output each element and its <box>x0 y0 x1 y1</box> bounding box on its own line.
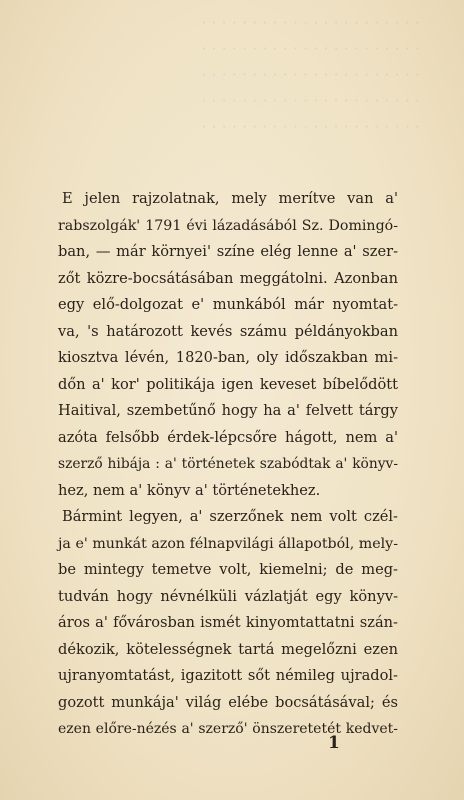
show-through-text: · · · · · · · · · · · · · · · · · · · · · · · · · · · · · · · · · · · · · · · · · · · · · · · · · · · · · · · · · · · · · · · · · · · · · · · · · · · · · · · · · · · · · · · · · · · · · · · · · · · · · · · · · · · · · · <box>201 13 420 136</box>
text-line: kiosztva lévén, 1820-ban, oly időszakban mi- <box>58 349 398 366</box>
text-line: dőn a' kor' politikája igen keveset bíbelődött <box>58 375 398 393</box>
text-line: E jelen rajzolatnak, mely merítve van a' <box>62 190 398 207</box>
body-text <box>58 186 398 743</box>
text-line: azóta felsőbb érdek-lépcsőre hágott, nem a' <box>58 428 398 446</box>
text-line: hez, nem a' könyv a' történetekhez. <box>58 481 321 499</box>
text-line: Haitival, szembetűnő hogy ha a' felvett tárgy <box>58 402 398 419</box>
text-line: ja e' munkát azon félnapvilági állapotból, mely- <box>58 535 398 552</box>
text-line: egy elő-dolgozat e' munkából már nyomtat- <box>58 296 398 313</box>
text-line: dékozik, kötelességnek tartá megelőzni ezen <box>58 640 398 658</box>
text-line: szerző hibája : a' történetek szabódtak a' könyv- <box>58 456 398 472</box>
text-line: áros a' fővárosban ismét kinyomtattatni szán- <box>58 614 398 631</box>
text-line: ban, — már környei' színe elég lenne a' szer- <box>58 243 398 260</box>
text-line: gozott munkája' világ elébe bocsátásával; és <box>58 693 398 711</box>
text-line: Bármint legyen, a' szerzőnek nem volt czél- <box>62 508 398 525</box>
text-line: ujranyomtatást, igazitott sőt némileg ujradol- <box>58 667 398 684</box>
text-line: va, 's határozott kevés számu példányokban <box>58 322 398 340</box>
text-line: rabszolgák' 1791 évi lázadásából Sz. Domingó- <box>58 217 398 234</box>
page-number: 1 <box>328 733 340 753</box>
text-line: be mintegy temetve volt, kiemelni; de meg- <box>58 561 398 578</box>
text-line: ezen előre-nézés a' szerző' önszeretetét kedvet- <box>58 721 398 737</box>
text-line: zőt közre-bocsátásában meggátolni. Azonban <box>58 269 398 287</box>
text-line: tudván hogy névnélküli vázlatját egy könyv- <box>58 587 398 605</box>
